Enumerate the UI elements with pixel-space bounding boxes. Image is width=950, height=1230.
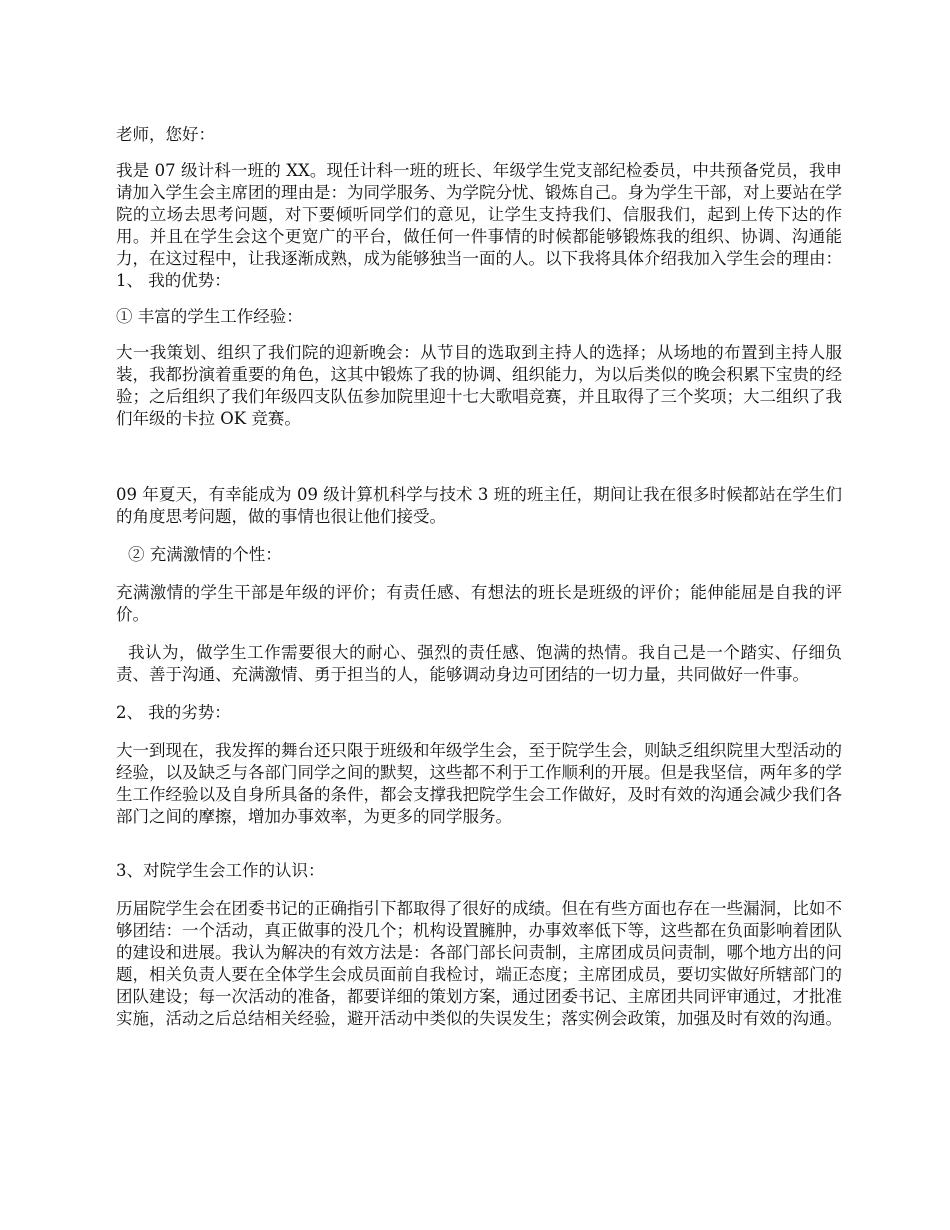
subsection-2-heading: ② 充满激情的个性：	[128, 545, 282, 564]
subsection-1-heading: ① 丰富的学生工作经验：	[116, 307, 303, 326]
subsection-1-paragraph-2: 09 年夏天，有幸能成为 09 级计算机科学与技术 3 班的班主任，期间让我在很多时候都站在学生们的角度思考问题，做的事情也很让他们接受。	[116, 485, 842, 526]
subsection-2-paragraph-1: 充满激情的学生干部是年级的评价；有责任感、有想法的班长是班级的评价；能伸能屈是自我的评价。	[116, 583, 842, 624]
section-2-paragraph: 大一到现在，我发挥的舞台还只限于班级和年级学生会，至于院学生会，则缺乏组织院里大型活动的经验，以及缺乏与各部门同学之间的默契，这些都不利于工作顺利的开展。但是我坚信，两年多的学生工作经验以及自身所具备的条件，都会支撑我把院学生会工作做好，及时有效的沟通会减少我们各部门之间的摩擦，增加办事效率，为更多的同学服务。	[116, 741, 842, 826]
intro-paragraph: 我是 07 级计科一班的 XX。现任计科一班的班长、年级学生党支部纪检委员，中共预备党员，我申请加入学生会主席团的理由是：为同学服务、为学院分忧、锻炼自己。身为学生干部，对上要站在学院的立场去思考问题，对下要倾听同学们的意见，让学生支持我们、信服我们，起到上传下达的作用。并且在学生会这个更宽广的平台，做任何一件事情的时候都能够锻炼我的组织、协调、沟通能力，在这过程中，让我逐渐成熟，成为能够独当一面的人。以下我将具体介绍我加入学生会的理由：	[116, 161, 842, 268]
salutation: 老师，您好：	[116, 125, 215, 144]
section-1-heading: 1、 我的优势：	[116, 271, 231, 290]
section-3-paragraph: 历届院学生会在团委书记的正确指引下都取得了很好的成绩。但在有些方面也存在一些漏洞，比如不够团结：一个活动，真正做事的没几个；机构设置臃肿，办事效率低下等，这些都在负面影响着团队的建设和进展。我认为解决的有效方法是：各部门部长问责制，主席团成员问责制，哪个地方出的问题，相关负责人要在全体学生会成员面前自我检讨，端正态度；主席团成员，要切实做好所辖部门的团队建设；每一次活动的准备，都要详细的策划方案，通过团委书记、主席团共同评审通过，才批准实施，活动之后总结相关经验，避开活动中类似的失误发生；落实例会政策，加强及时有效的沟通。	[116, 899, 842, 1028]
subsection-1-paragraph-1: 大一我策划、组织了我们院的迎新晚会：从节目的选取到主持人的选择；从场地的布置到主持人服装，我都扮演着重要的角色，这其中锻炼了我的协调、组织能力，为以后类似的晚会积累下宝贵的经验；之后组织了我们年级四支队伍参加院里迎十七大歌唱竞赛，并且取得了三个奖项；大二组织了我们年级的卡拉 OK 竞赛。	[116, 343, 842, 428]
section-2-heading: 2、 我的劣势：	[116, 703, 231, 722]
section-3-heading: 3、对院学生会工作的认识：	[116, 861, 325, 880]
subsection-2-paragraph-2: 我认为，做学生工作需要很大的耐心、强烈的责任感、饱满的热情。我自己是一个踏实、仔细负责、善于沟通、充满激情、勇于担当的人，能够调动身边可团结的一切力量，共同做好一件事。	[116, 643, 842, 684]
document-page	[116, 124, 842, 1030]
